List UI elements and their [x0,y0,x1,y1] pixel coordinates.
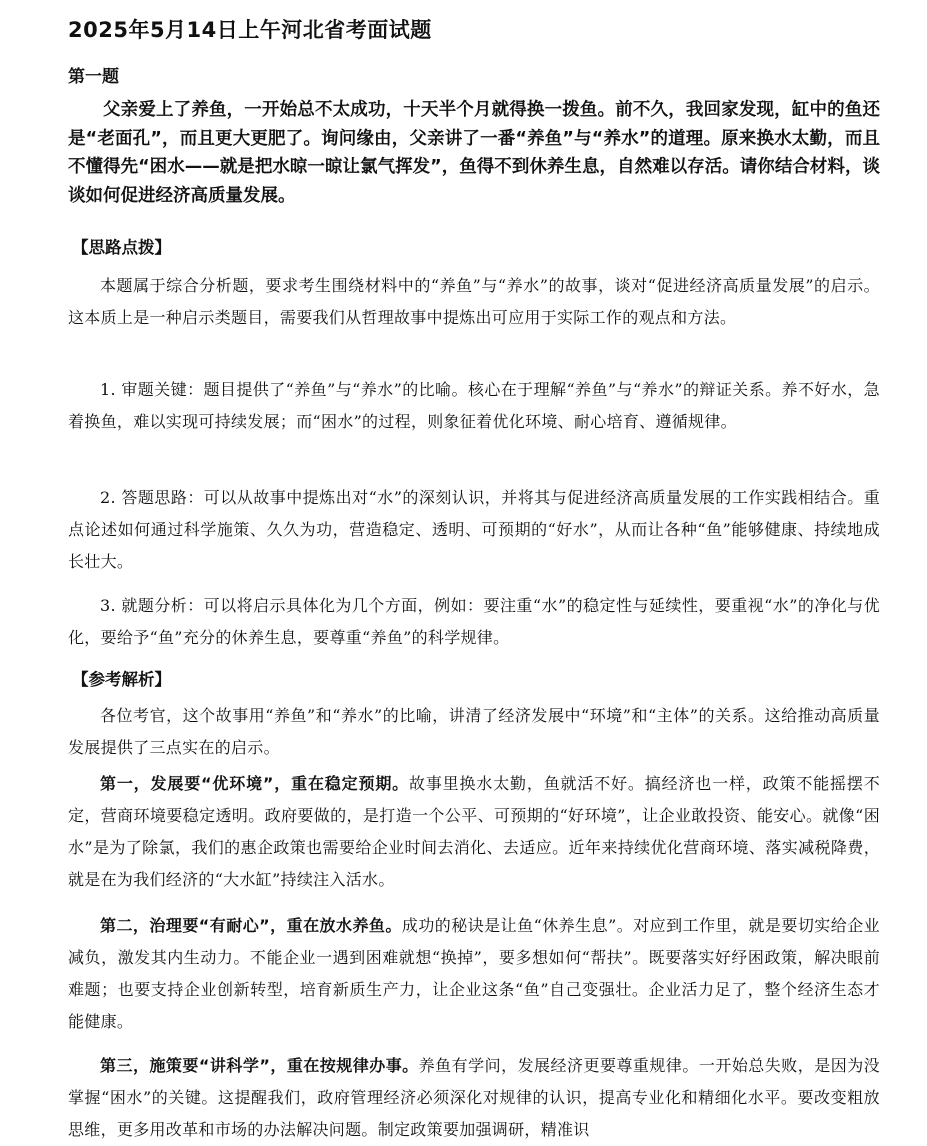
hint-point-2: 2. 答题思路：可以从故事中提炼出对“水”的深刻认识，并将其与促进经济高质量发展的工作实践相结合。重点论述如何通过科学施策、久久为功，营造稳定、透明、可预期的“好水”，从而让各种“鱼”能够健康、持续地成长壮大。 [68,488,880,571]
section-heading-hint: 【思路点拨】 [72,238,171,257]
question-text: 父亲爱上了养鱼，一开始总不太成功，十天半个月就得换一拨鱼。前不久，我回家发现，缸中的鱼还是“老面孔”，而且更大更肥了。询问缘由，父亲讲了一番“养鱼”与“养水”的道理。原来换水太勤，而且不懂得先“困水——就是把水晾一晾让氯气挥发”，鱼得不到休养生息，自然难以存活。请你结合材料，谈谈如何促进经济高质量发展。 [68,100,880,206]
answer-paragraph-2 [68,910,880,1038]
answer-paragraph-2-body: 成功的秘诀是让鱼“休养生息”。对应到工作里，就是要切实给企业减负，激发其内生动力。不能企业一遇到困难就想“换掉”，要多想如何“帮扶”。既要落实好纾困政策，解决眼前难题；也要支持企业创新转型，培育新质生产力，让企业这条“鱼”自己变强壮。企业活力足了，整个经济生态才能健康。 [68,916,880,1031]
answer-paragraph-1 [68,768,880,896]
question-label: 第一题 [68,67,119,87]
answer-paragraph-2-lead: 第二，治理要“有耐心”，重在放水养鱼。 [100,916,402,935]
hint-intro-paragraph: 本题属于综合分析题，要求考生围绕材料中的“养鱼”与“养水”的故事，谈对“促进经济高质量发展”的启示。这本质上是一种启示类题目，需要我们从哲理故事中提炼出可应用于实际工作的观点和方法。 [68,276,880,327]
hint-point-1: 1. 审题关键：题目提供了“养鱼”与“养水”的比喻。核心在于理解“养鱼”与“养水”的辩证关系。养不好水，急着换鱼，难以实现可持续发展；而“困水”的过程，则象征着优化环境、耐心培育、遵循规律。 [68,380,880,431]
answer-paragraph-1-body: 故事里换水太勤，鱼就活不好。搞经济也一样，政策不能摇摆不定，营商环境要稳定透明。政府要做的，是打造一个公平、可预期的“好环境”，让企业敢投资、能安心。就像“困水”是为了除氯，我们的惠企政策也需要给企业时间去消化、去适应。近年来持续优化营商环境、落实减税降费，就是在为我们经济的“大水缸”持续注入活水。 [68,774,880,889]
hint-point-3: 3. 就题分析：可以将启示具体化为几个方面，例如：要注重“水”的稳定性与延续性，要重视“水”的净化与优化，要给予“鱼”充分的休养生息，要尊重“养鱼”的科学规律。 [68,596,880,647]
answer-intro-paragraph: 各位考官，这个故事用“养鱼”和“养水”的比喻，讲清了经济发展中“环境”和“主体”的关系。这给推动高质量发展提供了三点实在的启示。 [68,706,880,757]
document-title: 2025年5月14日上午河北省考面试题 [68,18,432,42]
answer-paragraph-3-lead: 第三，施策要“讲科学”，重在按规律办事。 [100,1056,419,1075]
answer-paragraph-3 [68,1050,880,1146]
section-heading-answer: 【参考解析】 [72,670,171,689]
answer-paragraph-1-lead: 第一，发展要“优环境”，重在稳定预期。 [100,774,409,793]
answer-paragraph-3-body: 养鱼有学问，发展经济更要尊重规律。一开始总失败，是因为没掌握“困水”的关键。这提醒我们，政府管理经济必须深化对规律的认识，提高专业化和精细化水平。要改变粗放思维，更多用改革和市场的办法解决问题。制定政策要加强调研，精准识 [68,1056,880,1139]
